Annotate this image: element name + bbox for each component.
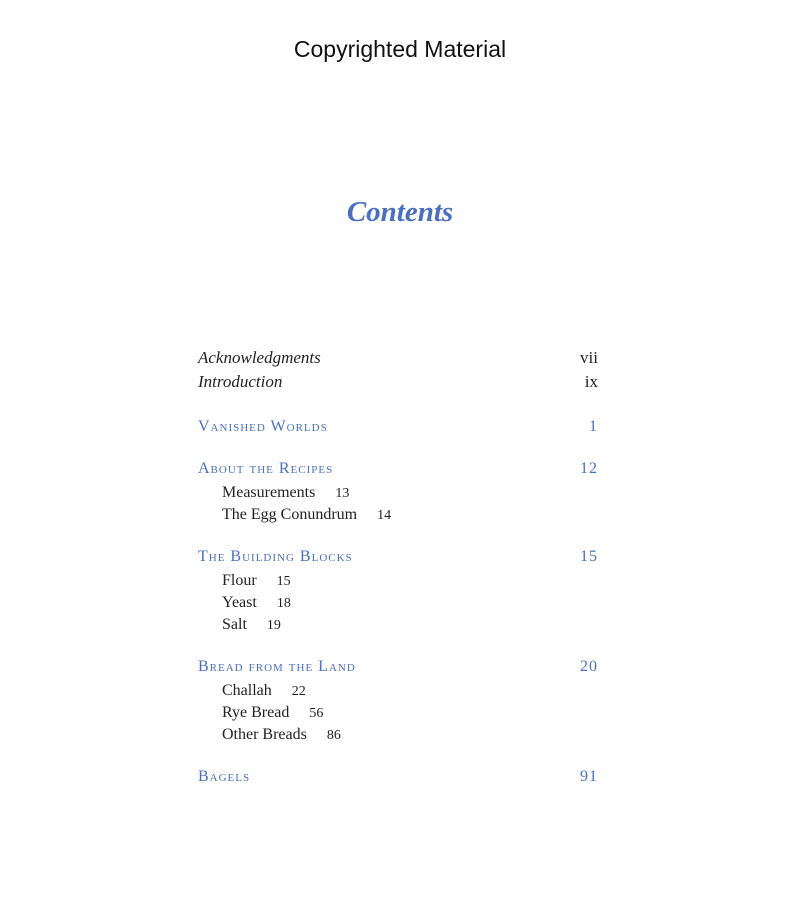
toc-section-bread-from-the-land[interactable] (198, 656, 598, 678)
toc-entry-label: Introduction (198, 372, 283, 391)
toc-section-title: About the Recipes (198, 460, 334, 477)
toc-subentry-page: 86 (326, 728, 341, 743)
toc-subentry-page: 22 (291, 684, 306, 699)
toc-subentry-rye-bread[interactable] (198, 702, 598, 724)
toc-section-title: Vanished Worlds (198, 418, 328, 435)
toc-subentry-page: 56 (309, 706, 324, 721)
toc-section-page: 91 (580, 768, 598, 785)
toc-entry-introduction[interactable] (198, 370, 598, 394)
toc-subentry-label: Yeast (222, 594, 257, 611)
toc-subentry-label: Rye Bread (222, 704, 290, 721)
toc-section-vanished-worlds[interactable] (198, 416, 598, 438)
toc-subentry-label: Measurements (222, 484, 316, 501)
toc-section-page: 15 (580, 548, 598, 565)
toc-section-title: Bread from the Land (198, 658, 356, 675)
toc-section-title: Bagels (198, 768, 251, 785)
toc-section-title: The Building Blocks (198, 548, 353, 565)
toc-subentry-page: 15 (276, 574, 291, 589)
toc-section-bagels[interactable] (198, 766, 598, 788)
toc-subentry-label: The Egg Conundrum (222, 506, 358, 523)
toc-subentry-label: Other Breads (222, 726, 307, 743)
toc-section-page: 20 (580, 658, 598, 675)
toc-subentry-label: Flour (222, 572, 257, 589)
toc-subentry-other-breads[interactable] (198, 724, 598, 746)
toc-subentry-measurements[interactable] (198, 482, 598, 504)
page-title: Contents (346, 196, 454, 228)
toc-subentries (198, 570, 598, 636)
toc-subentry-page: 18 (276, 596, 291, 611)
toc-subentry-label: Salt (222, 616, 247, 633)
toc-subentry-salt[interactable] (198, 614, 598, 636)
toc-subentry-flour[interactable] (198, 570, 598, 592)
copyright-watermark: Copyrighted Material (293, 36, 507, 62)
toc-subentry-page: 19 (266, 618, 281, 633)
toc-entry-page: vii (580, 348, 598, 367)
toc-section-page: 1 (589, 418, 598, 435)
toc-section-about-the-recipes[interactable] (198, 458, 598, 480)
toc-section-page: 12 (580, 460, 598, 477)
toc-subentry-challah[interactable] (198, 680, 598, 702)
toc-entry-page: ix (584, 372, 598, 391)
toc-subentry-egg-conundrum[interactable] (198, 504, 598, 526)
toc-subentries (198, 482, 598, 526)
toc-subentries (198, 680, 598, 746)
toc-subentry-yeast[interactable] (198, 592, 598, 614)
toc-entry-acknowledgments[interactable] (198, 346, 598, 370)
toc-subentry-page: 13 (335, 486, 350, 501)
toc-subentry-label: Challah (222, 682, 272, 699)
toc-section-building-blocks[interactable] (198, 546, 598, 568)
table-of-contents (198, 346, 598, 788)
toc-entry-label: Acknowledgments (198, 348, 321, 367)
toc-subentry-page: 14 (377, 508, 392, 523)
